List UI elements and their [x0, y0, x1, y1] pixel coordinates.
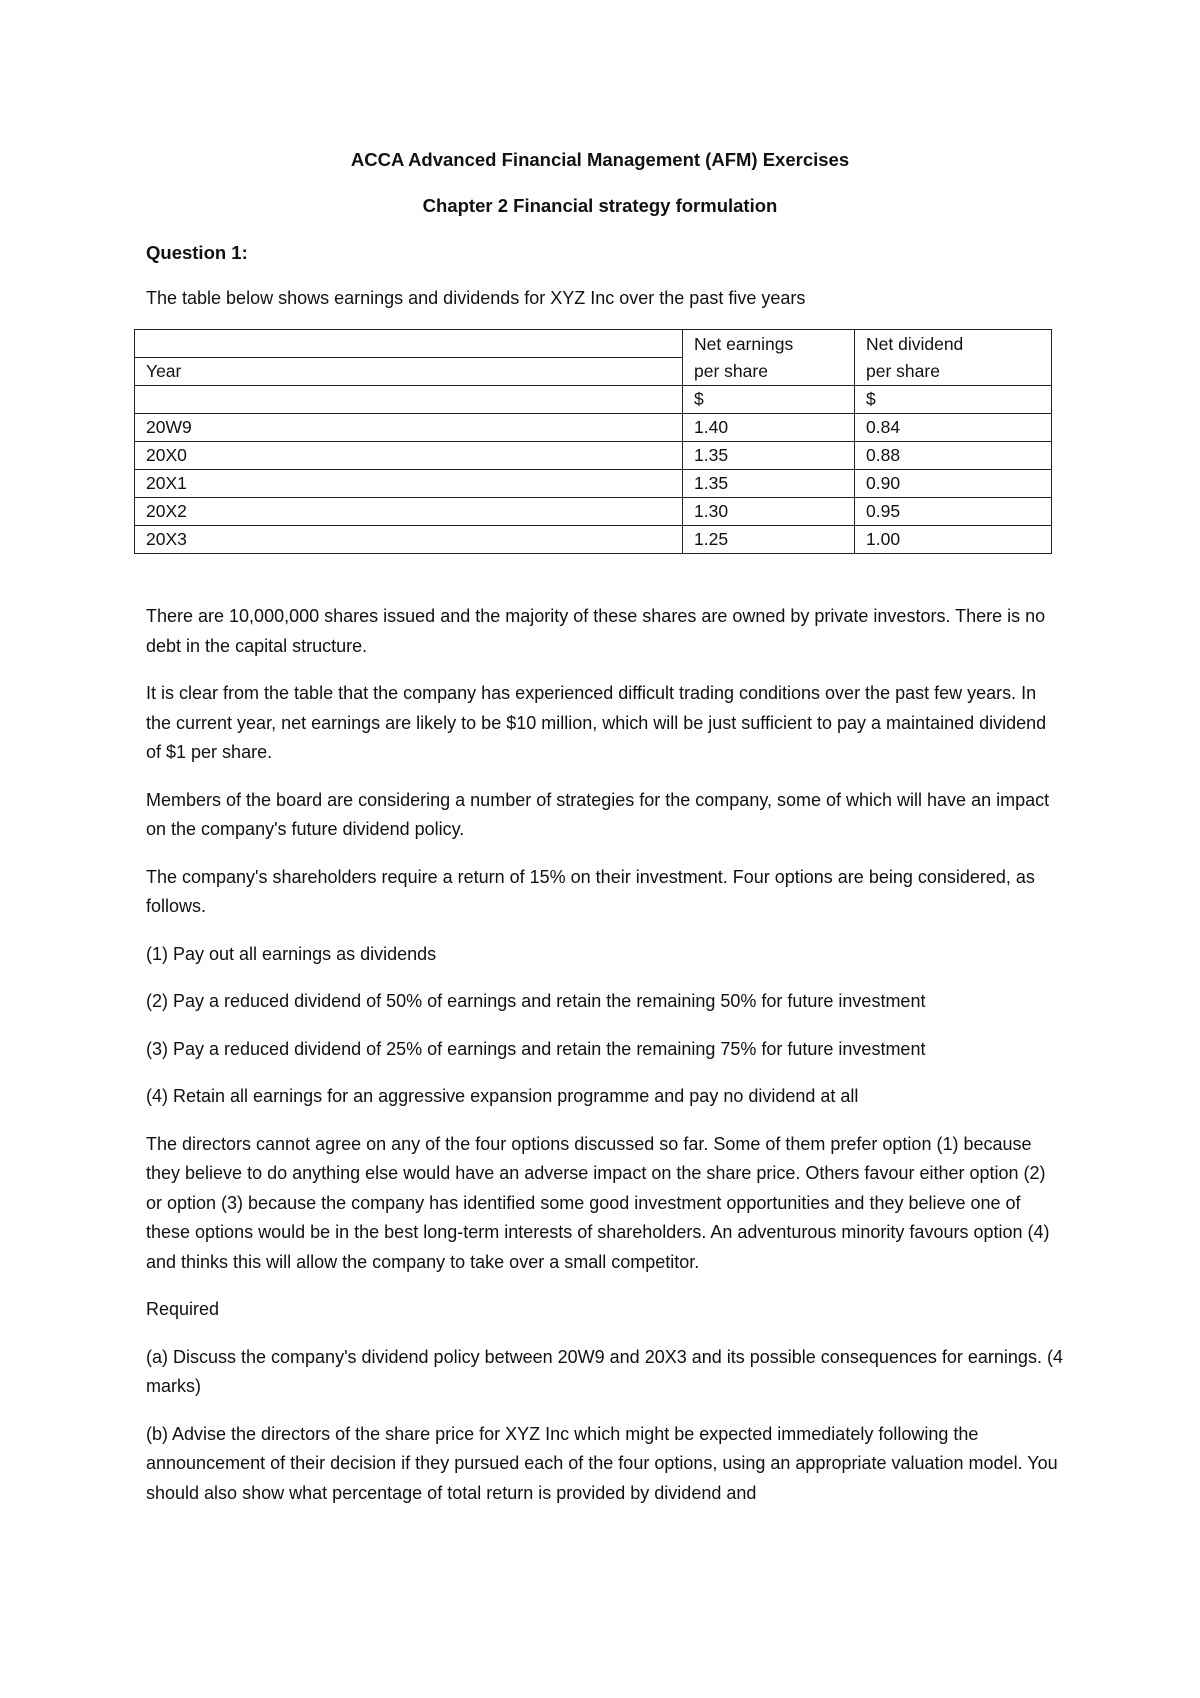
dps-cell: 0.95 — [855, 498, 1052, 526]
year-cell: 20X2 — [135, 498, 683, 526]
eps-cell: 1.25 — [683, 526, 855, 554]
question-body — [146, 602, 1066, 1526]
option-4: (4) Retain all earnings for an aggressive expansion programme and pay no dividend at all — [146, 1086, 859, 1106]
option-3: (3) Pay a reduced dividend of 25% of earnings and retain the remaining 75% for future investment — [146, 1038, 926, 1059]
table-header-row — [135, 330, 1052, 358]
eps-cell: 1.30 — [683, 498, 855, 526]
option-2: (2) Pay a reduced dividend of 50% of earnings and retain the remaining 50% for future investment — [146, 991, 926, 1011]
table-row — [135, 470, 1052, 498]
required-heading: Required — [146, 1299, 220, 1319]
header-year: Year — [135, 358, 683, 386]
question-heading: Question 1: — [146, 242, 248, 263]
table-row — [135, 498, 1052, 526]
document-title: ACCA Advanced Financial Management (AFM) Exercises — [350, 149, 850, 170]
table-header-row — [135, 358, 1052, 386]
dps-cell: 1.00 — [855, 526, 1052, 554]
year-cell: 20W9 — [135, 414, 683, 442]
table-row — [135, 526, 1052, 554]
dps-cell: 0.90 — [855, 470, 1052, 498]
paragraph-return: The company's shareholders require a return of 15% on their investment. Four options are being considered, as follows. — [146, 866, 1035, 916]
requirement-b: (b) Advise the directors of the share price for XYZ Inc which might be expected immediately following the announcement of their decision if they pursued each of the four options, using an appropriate valuation model. You should also show what percentage of total return is provided by dividend and — [146, 1423, 1058, 1503]
unit-eps: $ — [683, 386, 855, 414]
header-dps-line2: per share — [855, 358, 1052, 386]
unit-cell-blank — [135, 386, 683, 414]
earnings-dividends-table — [134, 329, 1052, 554]
year-cell: 20X3 — [135, 526, 683, 554]
chapter-heading: Chapter 2 Financial strategy formulation — [422, 195, 778, 216]
option-1: (1) Pay out all earnings as dividends — [146, 943, 437, 964]
header-eps-line2: per share — [683, 358, 855, 386]
paragraph-directors: The directors cannot agree on any of the four options discussed so far. Some of them prefer option (1) because they believe to do anything else would have an adverse impact on the share price. Others favour either option (2) or option (3) because the company has identified some good investment opportunities and they believe one of these options would be in the best long-term interests of shareholders. An adventurous minority favours option (4) and thinks this will allow the company to take over a small competitor. — [146, 1133, 1050, 1272]
table-row — [135, 442, 1052, 470]
header-eps-line1: Net earnings — [683, 330, 855, 358]
eps-cell: 1.35 — [683, 470, 855, 498]
paragraph-shares: There are 10,000,000 shares issued and the majority of these shares are owned by private investors. There is no debt in the capital structure. — [146, 606, 1046, 656]
eps-cell: 1.40 — [683, 414, 855, 442]
dps-cell: 0.88 — [855, 442, 1052, 470]
requirement-a: (a) Discuss the company's dividend policy between 20W9 and 20X3 and its possible consequences for earnings. (4 marks) — [146, 1346, 1063, 1396]
eps-cell: 1.35 — [683, 442, 855, 470]
unit-dps: $ — [855, 386, 1052, 414]
paragraph-board: Members of the board are considering a number of strategies for the company, some of which will have an impact on the company's future dividend policy. — [146, 789, 1050, 839]
dps-cell: 0.84 — [855, 414, 1052, 442]
header-cell-blank — [135, 330, 683, 358]
table-row — [135, 414, 1052, 442]
paragraph-trading: It is clear from the table that the company has experienced difficult trading conditions over the past few years. In the current year, net earnings are likely to be $10 million, which will be just sufficient to pay a maintained dividend of $1 per share. — [146, 683, 1047, 762]
table-unit-row — [135, 386, 1052, 414]
year-cell: 20X0 — [135, 442, 683, 470]
year-cell: 20X1 — [135, 470, 683, 498]
intro-text: The table below shows earnings and dividends for XYZ Inc over the past five years — [146, 288, 806, 308]
header-dps-line1: Net dividend — [855, 330, 1052, 358]
